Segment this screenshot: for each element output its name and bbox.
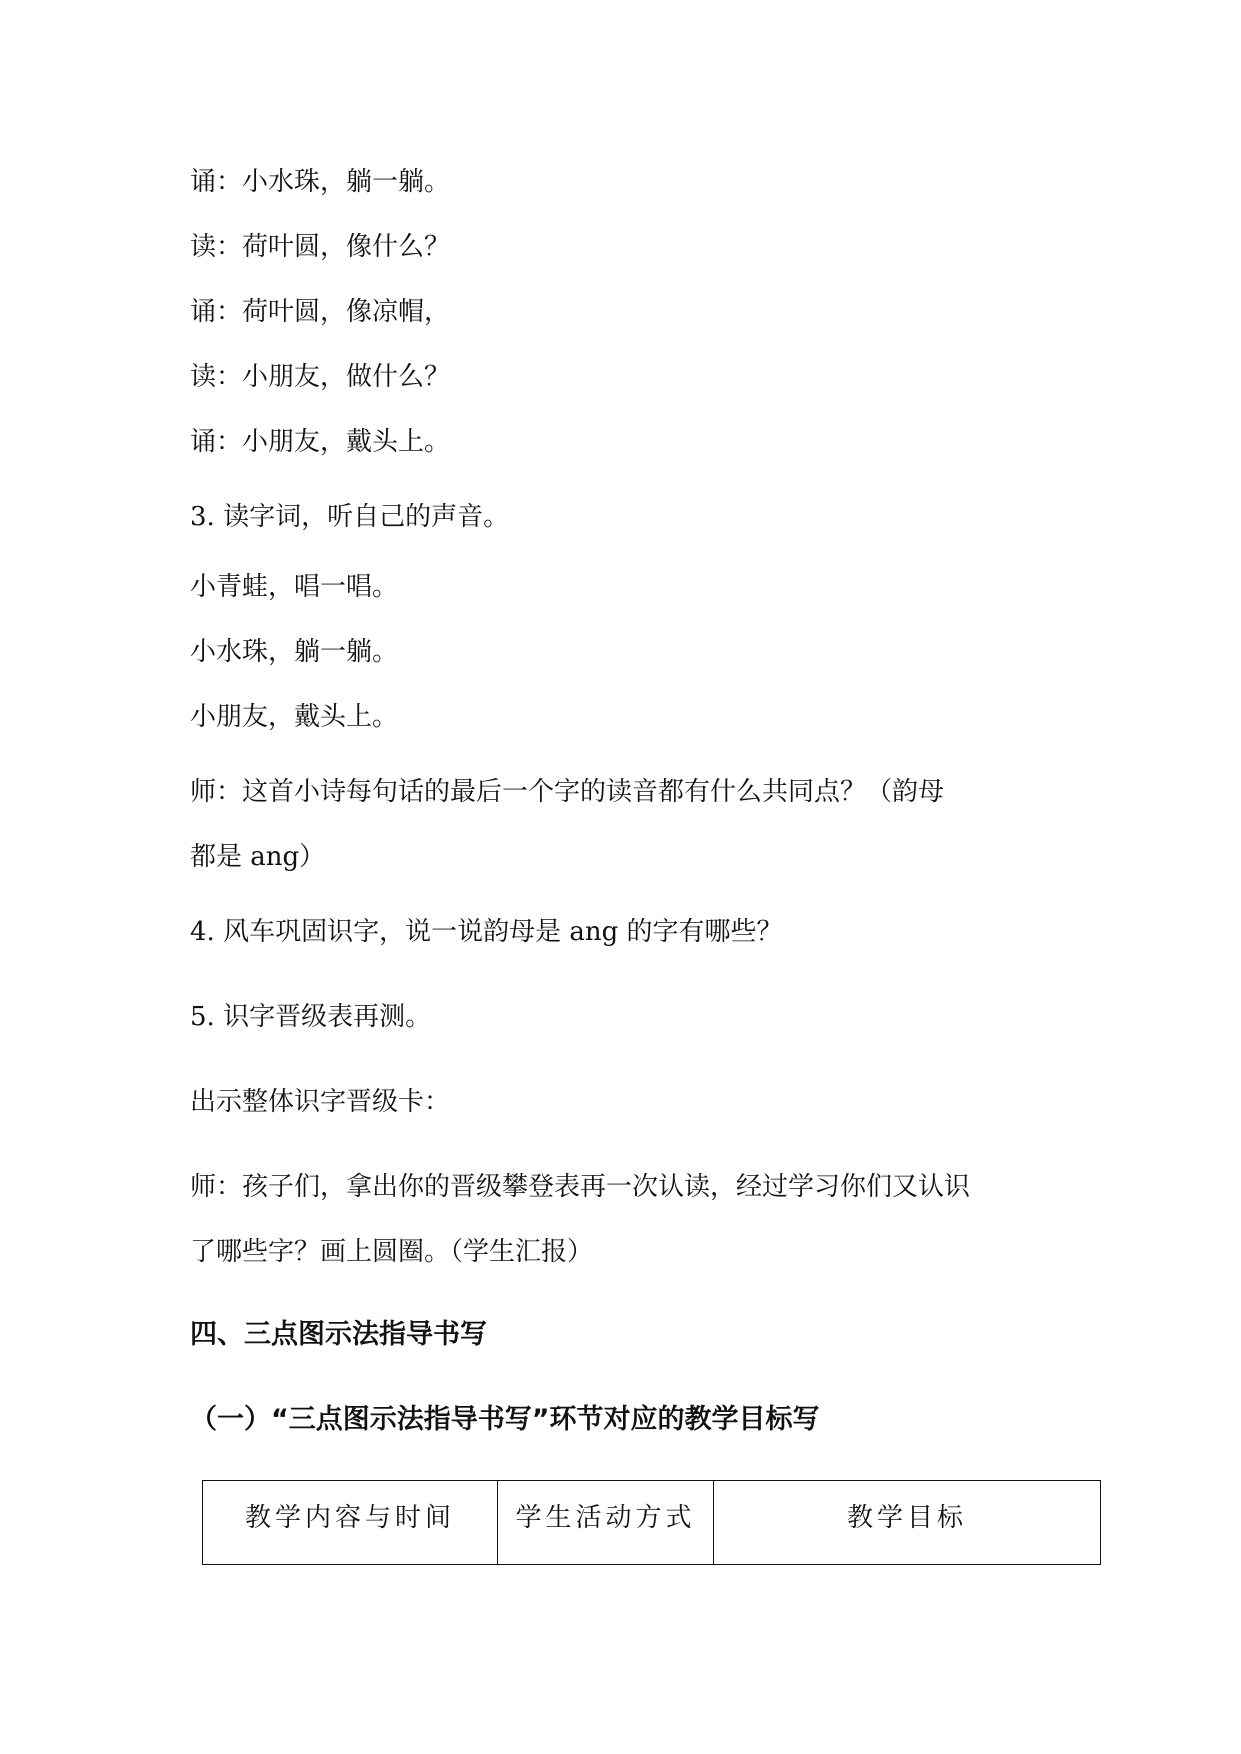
table-header-row [203, 1481, 1101, 1565]
read-line-lotus-leaf: 读：荷叶圆，像什么？ [190, 232, 451, 262]
step-5-retest: 5. 识字晋级表再测。 [190, 1002, 432, 1032]
teacher-question-line-2: 都是 ang） [190, 842, 326, 872]
word-line-children: 小朋友，戴头上。 [190, 702, 399, 732]
header-content-and-time: 教学内容与时间 [203, 1481, 498, 1565]
step-4-windmill: 4. 风车巩固识字，说一说韵母是 ang 的字有哪些？ [190, 917, 783, 947]
recite-line-children: 诵：小朋友，戴头上。 [190, 427, 451, 457]
recite-line-water-drop: 诵：小水珠，躺一躺。 [190, 167, 451, 197]
subsection-heading: （一）“三点图示法指导书写”环节对应的教学目标写 [190, 1404, 820, 1435]
teacher-question-line-1: 师：这首小诗每句话的最后一个字的读音都有什么共同点？（韵母 [190, 777, 945, 807]
teaching-objectives-table [202, 1480, 1101, 1565]
header-teaching-objective: 教学目标 [714, 1481, 1101, 1565]
step-3-read-words: 3. 读字词，听自己的声音。 [190, 502, 510, 532]
word-line-frog: 小青蛙，唱一唱。 [190, 572, 399, 602]
show-card-line: 出示整体识字晋级卡： [190, 1087, 451, 1117]
word-line-water-drop: 小水珠，躺一躺。 [190, 637, 399, 667]
header-student-activity: 学生活动方式 [498, 1481, 714, 1565]
recite-line-lotus-leaf: 诵：荷叶圆，像凉帽， [190, 297, 451, 327]
teacher-instruction-line-1: 师：孩子们，拿出你的晋级攀登表再一次认读，经过学习你们又认识 [190, 1172, 971, 1202]
teacher-instruction-line-2: 了哪些字？画上圆圈。（学生汇报） [190, 1237, 594, 1267]
section-heading: 四、三点图示法指导书写 [190, 1319, 487, 1350]
read-line-children: 读：小朋友，做什么？ [190, 362, 451, 392]
